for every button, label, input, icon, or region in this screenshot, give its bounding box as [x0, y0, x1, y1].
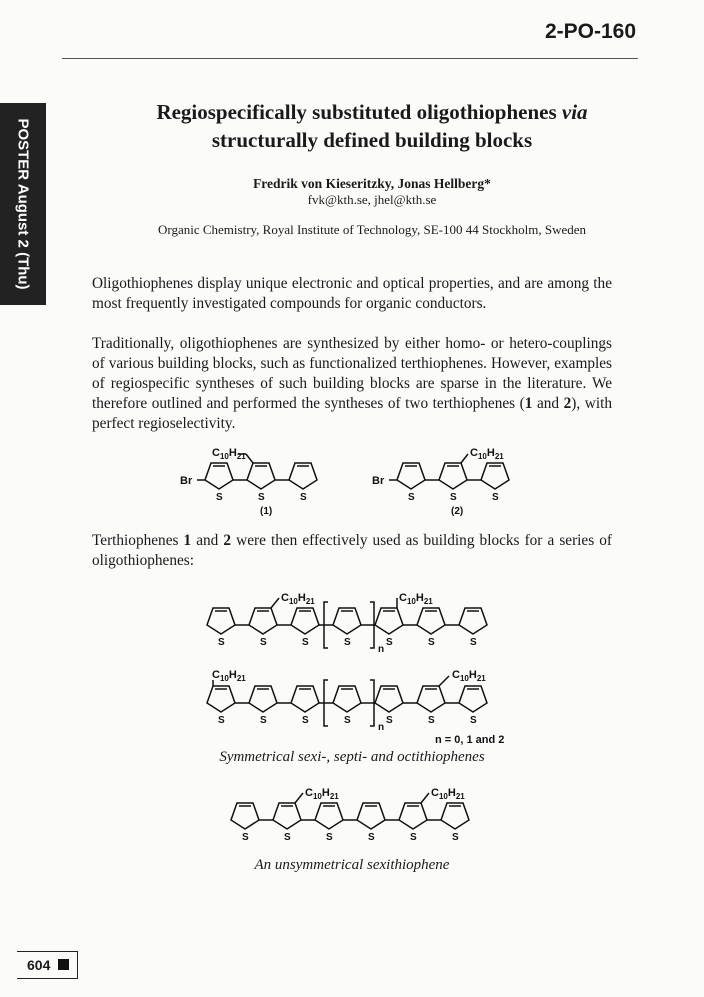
- svg-text:S: S: [470, 715, 477, 726]
- svg-text:S: S: [428, 637, 435, 648]
- oligomer-row-2: [207, 669, 487, 733]
- svg-text:S: S: [302, 715, 309, 726]
- oligomer-row-1: [207, 592, 487, 655]
- svg-text:S: S: [492, 492, 499, 503]
- svg-text:S: S: [302, 637, 309, 648]
- compound-1-label: (1): [260, 506, 273, 517]
- svg-text:S: S: [284, 832, 291, 843]
- svg-text:S: S: [386, 637, 393, 648]
- terthiophene-1: [180, 447, 317, 517]
- svg-text:S: S: [300, 492, 307, 503]
- substituent-label: $C_{10}H_{21}$: [431, 787, 465, 801]
- br-label: Br: [180, 475, 193, 487]
- header-rule: [62, 58, 638, 59]
- svg-text:S: S: [450, 492, 457, 503]
- page-number-box: [17, 951, 78, 979]
- svg-text:S: S: [216, 492, 223, 503]
- substituent-label: $C_{10}H_{21}$: [212, 669, 246, 683]
- scheme-oligomers: [0, 580, 704, 760]
- p3-compound-2: 2: [223, 532, 232, 549]
- svg-text:S: S: [408, 492, 415, 503]
- terthiophene-2: [372, 447, 509, 517]
- p3-text-d: were then effectively used as building blocks for a series of oligothiophenes:: [92, 532, 612, 569]
- n-values-note: n = 0, 1 and 2: [435, 734, 505, 746]
- svg-text:S: S: [386, 715, 393, 726]
- poster-code: 2-PO-160: [544, 20, 636, 43]
- title-line-2: structurally defined building blocks: [211, 128, 533, 152]
- svg-text:S: S: [410, 832, 417, 843]
- poster-date-label: POSTER August 2 (Thu): [14, 118, 32, 290]
- svg-text:S: S: [344, 715, 351, 726]
- authors: Fredrik von Kieseritzky, Jonas Hellberg*: [253, 176, 491, 191]
- svg-text:S: S: [470, 637, 477, 648]
- p3-compound-1: 1: [183, 532, 192, 549]
- poster-date-tab: [0, 103, 46, 305]
- affiliation: Organic Chemistry, Royal Institute of Technology, SE-100 44 Stockholm, Sweden: [157, 222, 587, 237]
- svg-text:S: S: [344, 637, 351, 648]
- svg-text:S: S: [428, 715, 435, 726]
- svg-text:S: S: [218, 637, 225, 648]
- paragraph-building-blocks: [92, 531, 612, 571]
- p2-text-c: and: [532, 395, 564, 412]
- caption-symmetrical: Symmetrical sexi-, septi- and octithiophenes: [219, 749, 485, 765]
- svg-text:S: S: [368, 832, 375, 843]
- svg-text:S: S: [260, 637, 267, 648]
- svg-text:S: S: [452, 832, 459, 843]
- caption-unsymmetrical: An unsymmetrical sexithiophene: [254, 857, 450, 873]
- scheme-sexithiophene: [0, 780, 704, 850]
- p2-text-a: Traditionally, oligothiophenes are synthesized by either homo- or hetero-couplings of various building blocks, such as functionalized terthiophenes. However, examples of regiospecific syntheses of such building blocks are sparse in the literature. We therefore outlined and performed the syntheses of two terthiophenes (: [92, 335, 612, 412]
- p3-text-a: Terthiophenes: [92, 532, 184, 549]
- substituent-label: $C_{10}H_{21}$: [305, 787, 339, 801]
- p3-text-c: and: [191, 532, 224, 549]
- svg-text:n: n: [378, 722, 385, 733]
- author-emails: fvk@kth.se, jhel@kth.se: [307, 192, 437, 207]
- svg-text:S: S: [258, 492, 265, 503]
- paper-title: [80, 98, 664, 154]
- substituent-label: $C_{10}H_{21}$: [399, 592, 433, 606]
- substituent-label: $C_{10}H_{21}$: [452, 669, 486, 683]
- compound-2-label: (2): [451, 506, 464, 517]
- p2-compound-2: 2: [563, 395, 572, 412]
- page-marker-square: [58, 959, 69, 970]
- svg-text:n: n: [378, 644, 385, 655]
- title-line-1: Regiospecifically substituted oligothiophenes: [156, 100, 557, 124]
- title-via: via: [561, 100, 588, 124]
- page-number: 604: [27, 957, 51, 973]
- br-label: Br: [372, 475, 385, 487]
- p2-compound-1: 1: [524, 395, 533, 412]
- p2-text-d: ), with perfect regioselectivity.: [92, 395, 612, 432]
- scheme-terthiophenes: [0, 440, 704, 520]
- svg-text:S: S: [242, 832, 249, 843]
- svg-text:S: S: [326, 832, 333, 843]
- substituent-label: $C_{10}H_{21}$: [212, 447, 246, 461]
- paragraph-intro: Oligothiophenes display unique electronic and optical properties, and are among the most frequently investigated compounds for organic conductors.: [92, 275, 612, 312]
- substituent-label: $C_{10}H_{21}$: [470, 447, 504, 461]
- paragraph-synthesis: [92, 334, 612, 434]
- svg-text:S: S: [218, 715, 225, 726]
- substituent-label: $C_{10}H_{21}$: [281, 592, 315, 606]
- svg-text:S: S: [260, 715, 267, 726]
